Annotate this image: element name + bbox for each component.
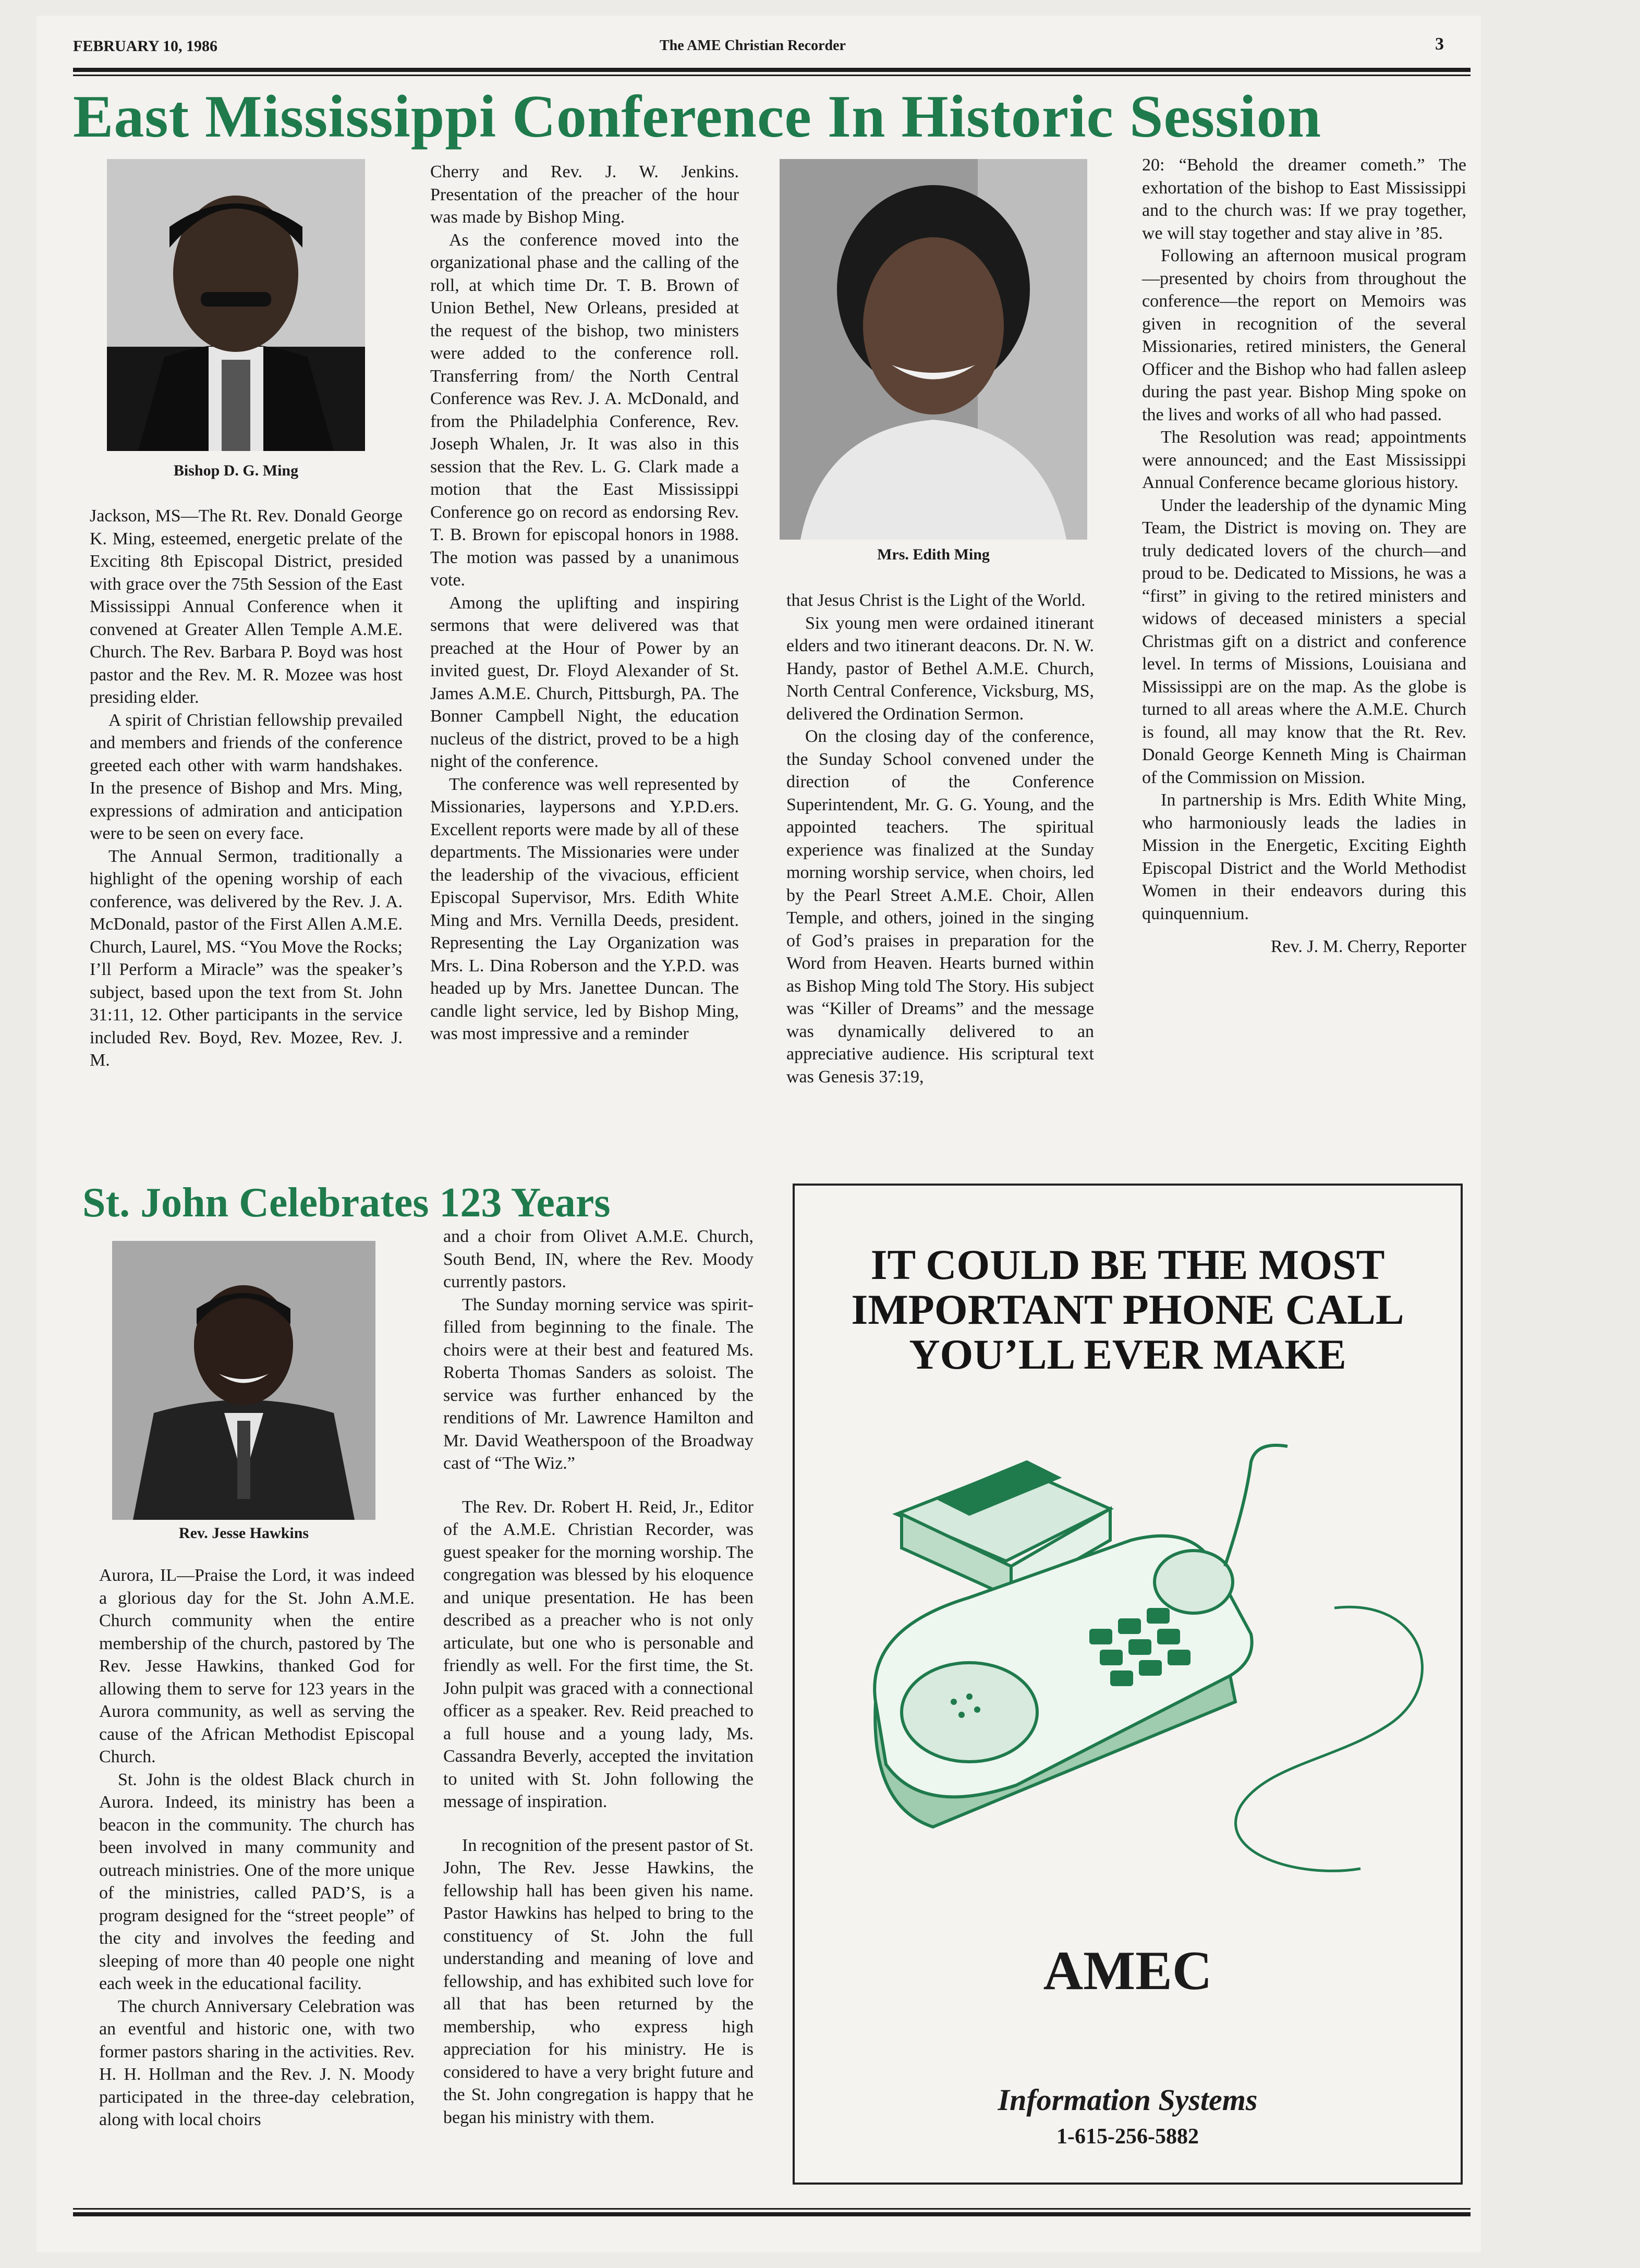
ad-headline-line: IT COULD BE THE MOST [870,1241,1385,1288]
ad-headline-line: YOU’LL EVER MAKE [909,1331,1346,1378]
story1-column-4 [1142,154,1466,958]
story1-col4-para: Under the leadership of the dynamic Ming Team, the District is moving on. They are truly dedicated lovers of the church—and proud to be. Dedicated to Missions, he was a “first” in giving to the retired ministers and widows of deceased ministers a special Christmas gift on a district and conference level. In terms of Missions, Louisiana and Mississippi are on the map. As the globe is turned to all areas where the A.M.E. Church is found, all may know that the Rt. Rev. Donald George Kenneth Ming is Chairman of the Commission on Mission. [1142,495,1466,787]
ad-headline-line: IMPORTANT PHONE CALL [851,1286,1404,1333]
story2-headline: St. John Celebrates 123 Years [82,1180,611,1226]
story2-col2-para: The Rev. Dr. Robert H. Reid, Jr., Editor of the A.M.E. Christian Recorder, was guest speaker for the morning worship. The congregation was blessed by his eloquence and unique presentation. He has been described as a preacher who is not only articulate, but one who is personable and friendly as well. For the first time, the St. John pulpit was graced with a connectional officer as a speaker. Rev. Reid preached to a full house and a young lady, Ms. Cassandra Beverly, accepted the invitation to united with St. John following the message of inspiration. [443,1497,754,1811]
story1-col2-para: As the conference moved into the organizational phase and the calling of the roll, at which time Dr. T. B. Brown of Union Bethel, New Orleans, presided at the request of the bishop, two ministers were added to the conference roll. Transferring from/ the North Central Conference was Rev. J. A. McDonald, and from the Philadelphia Conference, Rev. Joseph Whalen, Jr. It was also in this session that the Rev. L. G. Clark made a motion that the East Mississippi Conference go on record as endorsing Rev. T. B. Brown for episcopal honors in 1988. The motion was passed by a unanimous vote. [430,230,739,590]
story1-col2-para: The conference was well represented by Missionaries, laypersons and Y.P.D.ers. Excellent reports were made by all of these departments. The Missionaries were under the leadership of the vivacious, efficient Episcopal Supervisor, Mrs. Edith White Ming and Mrs. Vernilla Deeds, president. Representing the Lay Organization was Mrs. L. Dina Roberson and the Y.P.D. was headed up by Mrs. Janettee Duncan. The candle light service, led by Bishop Ming, was most impressive and a reminder [430,774,739,1043]
hawkins-photo-caption: Rev. Jesse Hawkins [178,1525,309,1542]
story1-column-2 [430,161,739,1045]
story2-column-2 [443,1225,754,2129]
issue-date: FEBRUARY 10, 1986 [73,38,218,55]
story1-col4-para: Following an afternoon musical program—presented by choirs from throughout the conference—the report on Memoirs was given in recognition of the several Missionaries, retired ministers, the General Officer and the Bishop who had fallen asleep during the past year. Bishop Ming spoke on the lives and works of all who had passed. [1142,246,1466,424]
story1-col4-para: The Resolution was read; appointments were announced; and the East Mississippi Annual Conference became glorious history. [1142,428,1466,492]
ad-brand: AMEC [1043,1940,1212,2001]
paper-name: The AME Christian Recorder [660,38,846,54]
story2-col2-para: and a choir from Olivet A.M.E. Church, South Bend, IN, where the Rev. Moody currently pastors. [443,1227,754,1291]
edith-photo-caption: Mrs. Edith Ming [877,546,990,563]
story1-col4-para: 20: “Behold the dreamer cometh.” The exhortation of the bishop to East Mississippi and to the church was: If we pray together, we will stay together and stay alive in ’85. [1142,155,1466,243]
story1-col2-para: Cherry and Rev. J. W. Jenkins. Presentation of the preacher of the hour was made by Bishop Ming. [430,162,739,227]
story2-col2-para: The Sunday morning service was spirit-filled from beginning to the finale. The choirs were at their best and featured Ms. Roberta Thomas Sanders as soloist. The service was further enhanced by the renditions of Mr. Lawrence Hamilton and Mr. David Weatherspoon of the Broadway cast of “The Wiz.” [443,1295,754,1473]
story2-col1-para: St. John is the oldest Black church in Aurora. Indeed, its ministry has been a beacon in the community. The church has been involved in many community and outreach ministries. One of the more unique of the ministries, called PAD’S, is a program designed for the “street people” of the city and involves the feeding and sleeping of more than 40 people one night each week in the educational facility. [99,1770,415,1993]
story1-col3-para: that Jesus Christ is the Light of the World. [786,591,1086,610]
story1-col1-para: The Annual Sermon, traditionally a highlight of the opening worship of each conference, was delivered by the Rev. J. A. McDonald, pastor of the First Allen A.M.E. Church, Laurel, MS. “You Move the Rocks; I’ll Perform a Miracle” was the speaker’s subject, based upon the text from St. John 31:11, 12. Other participants in the service included Rev. Boyd, Rev. Mozee, Rev. J. M. [90,846,403,1070]
story1-column-1 [90,505,403,1072]
bishop-ming-photo [107,159,365,451]
story1-col1-para: Jackson, MS—The Rt. Rev. Donald George K. Ming, esteemed, energetic prelate of the Exciting 8th Episcopal District, presided with grace over the 75th Session of the East Mississippi Annual Conference when it convened at Greater Allen Temple A.M.E. Church. The Rev. Barbara P. Boyd was host pastor and the Rev. M. R. Mozee was host presiding elder. [90,506,403,707]
ad-phone-number: 1-615-256-5882 [1056,2125,1199,2149]
story1-headline: East Mississippi Conference In Historic Session [73,83,1322,150]
amec-advertisement [793,1184,1463,2185]
story1-column-3 [786,589,1094,1088]
masthead-rule-thick [73,68,1471,72]
story2-column-1 [99,1564,415,2131]
reporter-signature: Rev. J. M. Cherry, Reporter [1270,937,1466,956]
footer-rule-thin [73,2208,1471,2210]
bishop-photo-caption: Bishop D. G. Ming [173,462,299,479]
story2-col2-para: In recognition of the present pastor of St. John, The Rev. Jesse Hawkins, the fellowship hall has been given his name. Pastor Hawkins has helped to bring to the constituency of St. John the full understanding and meaning of love and fellowship, and has exhibited such love for all that has been returned by the membership, who express high appreciation for his ministry. He is considered to have a very bright future and the St. John congregation is happy that he began his ministry with them. [443,1835,754,2127]
edith-ming-photo [780,159,1087,540]
story1-col3-para: On the closing day of the conference, the Sunday School convened under the direction of the Conference Superintendent, Mr. G. G. Young, and the appointed teachers. The spiritual experience was finalized at the Sunday morning worship service, when choirs, led by the Pearl Street A.M.E. Choir, Allen Temple, and others, joined in the singing of God’s praises in preparation for the Word from Heaven. Hearts burned within as Bishop Ming told The Story. His subject was “Killer of Dreams” and the message was dynamically delivered to an appreciative audience. His scriptural text was Genesis 37:19, [786,727,1094,1087]
telephone-illustration-icon [797,1410,1460,1931]
page-number: 3 [1435,34,1444,54]
story1-col3-para: Six young men were ordained itinerant elders and two itinerant deacons. Dr. N. W. Handy, pastor of Bethel A.M.E. Church, North Central Conference, Vicksburg, MS, delivered the Ordination Sermon. [786,613,1094,724]
story1-col2-para: Among the uplifting and inspiring sermons that were delivered was that preached at the Hour of Power by an invited guest, Dr. Floyd Alexander of St. James A.M.E. Church, Pittsburgh, PA. The Bonner Campbell Night, the education nucleus of the district, proved to be a high night of the conference. [430,593,739,771]
ad-subtitle: Information Systems [998,2083,1258,2117]
story2-col1-para: Aurora, IL—Praise the Lord, it was indeed a glorious day for the St. John A.M.E. Church community when the entire membership of the church, pastored by The Rev. Jesse Hawkins, thanked God for allowing them to serve for 123 years in the Aurora community, as well as serving the cause of the African Methodist Episcopal Church. [99,1566,415,1766]
footer-rule-thick [73,2212,1471,2216]
masthead-rule-thin [73,75,1471,76]
story2-col1-para: The church Anniversary Celebration was an eventful and historic one, with two former pastors sharing in the activities. Rev. H. H. Hollman and the Rev. J. N. Moody participated in the three-day celebration, along with local choirs [99,1996,415,2129]
story1-col1-para: A spirit of Christian fellowship prevailed and members and friends of the conference greeted each other with warm handshakes. In the presence of Bishop and Mrs. Ming, expressions of admiration and anticipation were to be seen on every face. [90,710,403,843]
jesse-hawkins-photo [112,1241,375,1520]
story1-col4-para: In partnership is Mrs. Edith White Ming, who harmoniously leads the ladies in Mission in the Energetic, Exciting Eighth Episcopal District and the World Methodist Women in their endeavors during this quinquennium. [1142,790,1466,923]
